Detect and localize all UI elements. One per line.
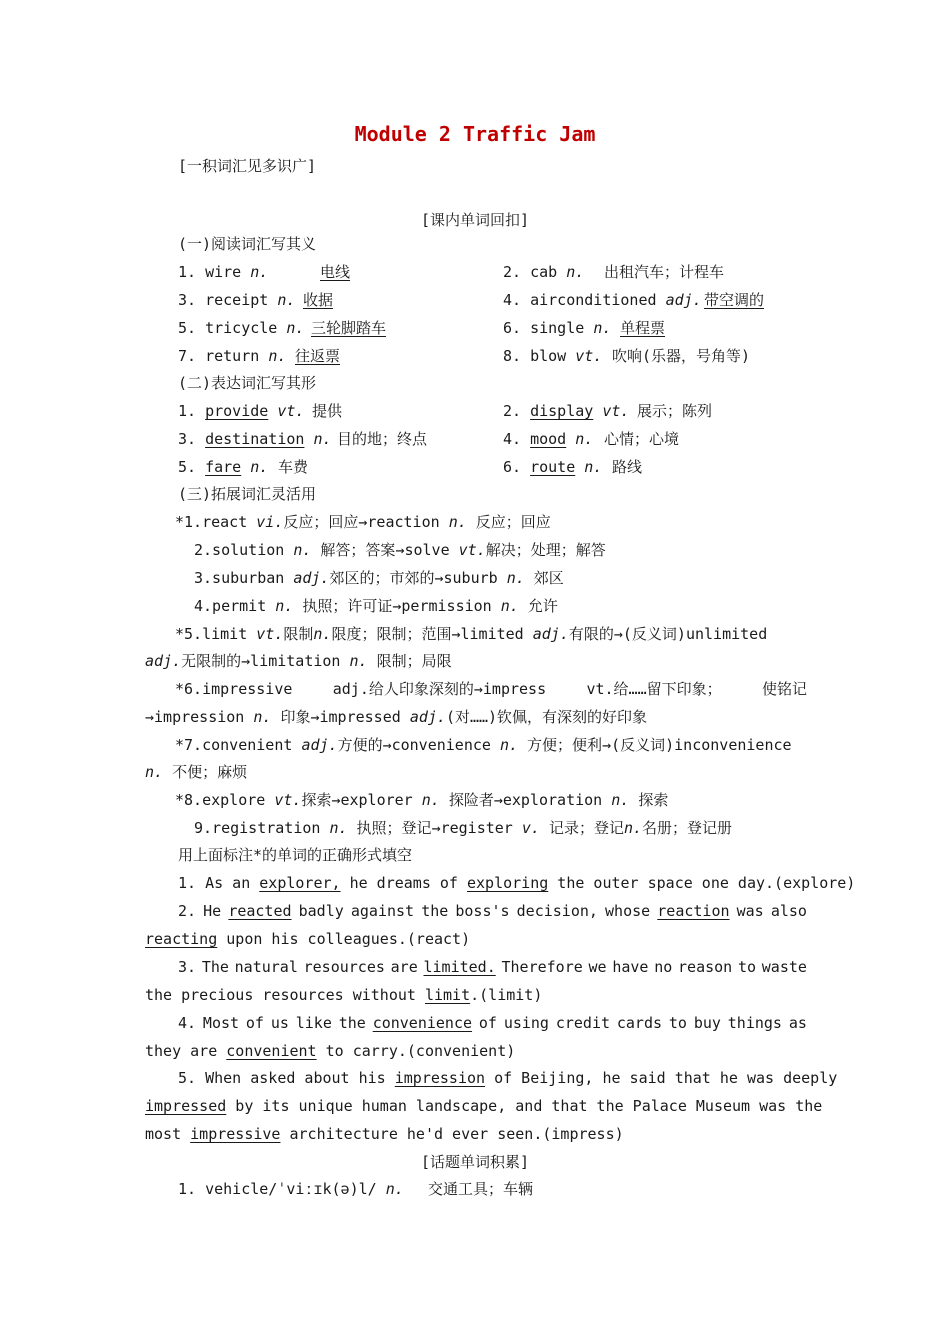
exercise-sentence: 3. The natural resources are limited. Therefore we have no reason to waste <box>178 958 807 976</box>
subsection-heading: [话题单词积累] <box>420 1153 530 1171</box>
word-family-line: *5.limit vt.限制n.限度；限制；范围→limited adj.有限的→(反义词)unlimited <box>175 625 768 643</box>
vocab-answer: 带空调的 <box>704 291 765 309</box>
vocab-item: 1. wire n. <box>178 263 269 281</box>
word-family-line: *1.react vi.反应；回应→reaction n. 反应；回应 <box>175 513 551 531</box>
exercise-sentence: 5. When asked about his impression of Beijing, he said that he was deeply <box>178 1069 838 1087</box>
word-family-line: *6.impressive adj.给人印象深刻的→impress vt.给……留下印象； 使铭记 <box>175 680 807 698</box>
word-family-line: *7.convenient adj.方便的→convenience n. 方便；便利→(反义词)inconvenience <box>175 736 792 754</box>
vocab-meaning: 路线 <box>612 458 643 476</box>
part3-heading: (三)拓展词汇灵活用 <box>178 485 317 503</box>
word-family-line: 3.suburban adj.郊区的；市郊的→suburb n. 郊区 <box>194 569 564 587</box>
part2-heading: (二)表达词汇写其形 <box>178 374 317 392</box>
vocab-answer: 单程票 <box>620 319 666 337</box>
word-family-line: →impression n. 印象→impressed adj.(对……)钦佩，有深刻的好印象 <box>145 708 648 726</box>
vocab-item: 7. return n. <box>178 347 287 365</box>
vocab-meaning: 交通工具；车辆 <box>428 1180 534 1198</box>
vocab-answer: 收据 <box>303 291 334 309</box>
exercise-sentence-cont: impressed by its unique human landscape, and that the Palace Museum was the <box>145 1097 823 1115</box>
vocab-meaning: 提供 <box>312 402 343 420</box>
vocab-item: 5. tricycle n. <box>178 319 305 337</box>
exercise-sentence-cont: the precious resources without limit.(limit) <box>145 986 543 1004</box>
exercise-sentence-cont: they are convenient to carry.(convenient) <box>145 1042 516 1060</box>
vocab-item: 6. route n. <box>503 458 603 476</box>
vocab-meaning: 出租汽车；计程车 <box>604 263 725 281</box>
word-family-line: n. 不便；麻烦 <box>145 763 248 781</box>
word-family-line: adj.无限制的→limitation n. 限制；局限 <box>145 652 452 670</box>
exercise-heading: 用上面标注*的单词的正确形式填空 <box>178 846 413 864</box>
vocab-meaning: 目的地；终点 <box>337 430 428 448</box>
vocab-answer: 电线 <box>320 263 351 281</box>
vocab-item: 4. mood n. <box>503 430 594 448</box>
part1-heading: (一)阅读词汇写其义 <box>178 235 317 253</box>
word-family-line: 4.permit n. 执照；许可证→permission n. 允许 <box>194 597 558 615</box>
word-family-line: 9.registration n. 执照；登记→register v. 记录；登记n.名册；登记册 <box>194 819 733 837</box>
vocab-item: 2. cab n. <box>503 263 585 281</box>
vocab-item: 1. vehicle/ˈviːɪk(ə)l/ n. <box>178 1180 404 1198</box>
vocab-meaning: 心情；心境 <box>604 430 680 448</box>
vocab-item: 5. fare n. <box>178 458 269 476</box>
exercise-sentence-cont: most impressive architecture he'd ever seen.(impress) <box>145 1125 624 1143</box>
vocab-answer: 三轮脚踏车 <box>311 319 387 337</box>
exercise-sentence-cont: reacting upon his colleagues.(react) <box>145 930 471 948</box>
exercise-sentence: 2. He reacted badly against the boss's decision, whose reaction was also <box>178 902 807 920</box>
vocab-item: 3. destination n. <box>178 430 332 448</box>
vocab-meaning: 吹响(乐器，号角等) <box>612 347 751 365</box>
exercise-sentence: 1. As an explorer, he dreams of exploring the outer space one day.(explore) <box>178 874 856 892</box>
vocab-item: 4. airconditioned adj. <box>503 291 702 309</box>
word-family-line: 2.solution n. 解答；答案→solve vt.解决；处理；解答 <box>194 541 606 559</box>
page-title: Module 2 Traffic Jam <box>354 122 596 146</box>
vocab-item: 6. single n. <box>503 319 612 337</box>
exercise-sentence: 4. Most of us like the convenience of using credit cards to buy things as <box>178 1014 807 1032</box>
vocab-answer: 往返票 <box>295 347 341 365</box>
vocab-meaning: 车费 <box>278 458 309 476</box>
vocab-meaning: 展示；陈列 <box>637 402 713 420</box>
subsection-heading: [课内单词回扣] <box>420 211 530 229</box>
vocab-item: 3. receipt n. <box>178 291 296 309</box>
word-family-line: *8.explore vt.探索→explorer n. 探险者→exploration n. 探索 <box>175 791 669 809</box>
vocab-item: 2. display vt. <box>503 402 630 420</box>
vocab-item: 1. provide vt. <box>178 402 305 420</box>
section-heading: [一积词汇见多识广] <box>178 157 317 175</box>
vocab-item: 8. blow vt. <box>503 347 603 365</box>
